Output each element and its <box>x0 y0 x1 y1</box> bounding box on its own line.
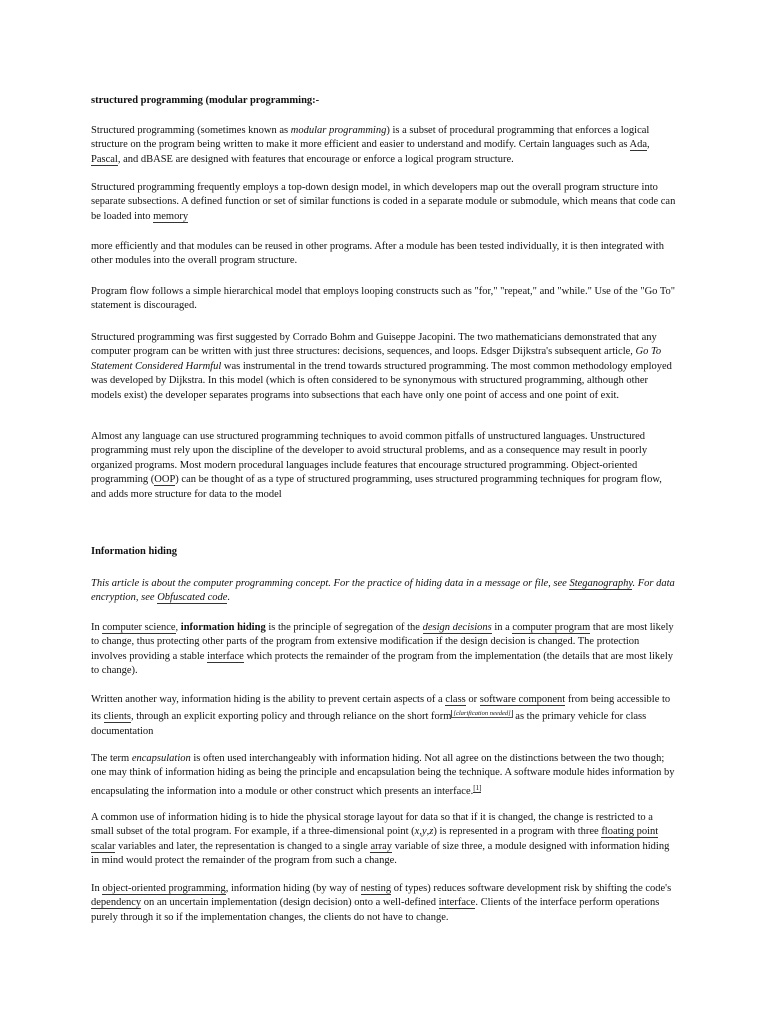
link-scalar[interactable]: scalar <box>91 840 116 852</box>
paragraph-oop-hiding: In object-oriented programming, information hiding (by way of nesting of types) reduces software development risk by shifting the code's dependency on an uncertain implementation (design decision) onto a well-defined interface. Clients of the interface perform operations purely through it so if the implementation changes, the clients do not have to change. <box>91 883 672 923</box>
section-heading-structured-programming: structured programming (modular programming:- <box>91 95 320 106</box>
link-object-oriented-programming[interactable]: object-oriented programming <box>102 883 226 894</box>
link-oop[interactable]: OOP <box>154 474 176 486</box>
paragraph-info-hiding-definition: In computer science, information hiding is the principle of segregation of the design decisions in a computer program that are most likely to change, thus protecting other parts of the program from extensive modification if the design decision is changed. The protection involves providing a stable interface which protects the remainder of the program from the implementation (the details that are most likely to change). <box>91 622 674 677</box>
paragraph-top-down: Structured programming frequently employs a top-down design model, in which developers map out the overall program structure into separate subsections. A defined function or set of similar functions is coded in a separate module or submodule, which means that code can be loaded into memory <box>91 182 676 222</box>
section-heading-information-hiding: Information hiding <box>91 546 178 557</box>
link-design-decisions[interactable]: design decisions <box>422 622 492 633</box>
link-computer-science[interactable]: computer science <box>102 622 176 633</box>
paragraph-program-flow: Program flow follows a simple hierarchical model that employs looping constructs such as "for," "repeat," and "while." Use of the "Go To" statement is discouraged. <box>91 286 676 312</box>
paragraph-modules-reuse: more efficiently and that modules can be reused in other programs. After a module has been tested individually, it is then integrated with other modules into the overall program structure. <box>91 241 664 267</box>
link-clients[interactable]: clients <box>103 711 131 723</box>
link-dependency[interactable]: dependency <box>91 897 142 909</box>
paragraph-encapsulation: The term encapsulation is often used interchangeably with information hiding. Not all agree on the distinctions between the two though; one may think of information hiding as being the principle and encapsulation being the technique. A software module hides information by encapsulating the information into a module or other construct which presents an interface.[1] <box>91 753 675 797</box>
link-computer-program[interactable]: computer program <box>512 622 591 633</box>
link-steganography[interactable]: Steganography <box>569 578 633 589</box>
link-floating-point[interactable]: floating point <box>601 826 659 838</box>
link-interface[interactable]: interface <box>207 650 244 662</box>
link-obfuscated-code[interactable]: Obfuscated code <box>157 592 228 604</box>
link-nesting[interactable]: nesting <box>360 883 392 894</box>
paragraph-history: Structured programming was first suggested by Corrado Bohm and Guiseppe Jacopini. The two mathematicians demonstrated that any computer program can be written with just three structures: decisions, sequences, and loops. Edsger Dijkstra's subsequent article, Go To Statement Considered Harmful was instrumental in the trend towards structured programming. The most common methodology employed was developed by Dijkstra. In this model (which is often considered to be synonymous with structured programming, although other models exist) the developer separates programs into subsections that each have only one point of access and one point of exit. <box>91 332 672 401</box>
link-software-component[interactable]: software component <box>479 694 566 705</box>
paragraph-storage-layout: A common use of information hiding is to hide the physical storage layout for data so that if it is changed, the change is restricted to a small subset of the total program. For example, if a three-dimensional point (x,y,z) is represented in a program with three floating point scalar variables and later, the representation is changed to a single array variable of size three, a module designed with information hiding in mind would protect the remainder of the program from such a change. <box>91 812 670 867</box>
hatnote: This article is about the computer programming concept. For the practice of hiding data in a message or file, see Steganography. For data encryption, see Obfuscated code. <box>91 578 675 604</box>
reference-1[interactable]: [1] <box>473 783 482 792</box>
paragraph-any-language: Almost any language can use structured programming techniques to avoid common pitfalls of unstructured languages. Unstructured programming must rely upon the discipline of the developer to avoid structural problems, and as a consequence may result in poorly organized programs. Most modern procedural languages include features that encourage structured programming. Object-oriented programming (OOP) can be thought of as a type of structured programming, uses structured programming techniques for program flow, and adds more structure for data to the model <box>91 431 662 500</box>
link-class[interactable]: class <box>445 694 466 705</box>
link-array[interactable]: array <box>370 840 393 852</box>
paragraph-written-another-way: Written another way, information hiding is the ability to prevent certain aspects of a class or software component from being accessible to its clients, through an explicit exporting policy and through reliance on the short form [clarification needed] as the primary vehicle for class documentation <box>91 694 671 737</box>
link-memory[interactable]: memory <box>153 210 189 222</box>
link-ada[interactable]: Ada <box>629 139 648 151</box>
clarification-needed-tag[interactable]: [clarification needed] <box>453 710 511 718</box>
link-pascal[interactable]: Pascal <box>91 153 118 165</box>
link-interface-2[interactable]: interface <box>438 897 476 909</box>
paragraph-structured-intro: Structured programming (sometimes known as modular programming) is a subset of procedural programming that enforces a logical structure on the program being written to make it more efficient and easier to understand and modify. Certain languages such as Ada, Pascal, and dBASE are designed with features that encourage or enforce a logical program structure. <box>91 125 650 165</box>
